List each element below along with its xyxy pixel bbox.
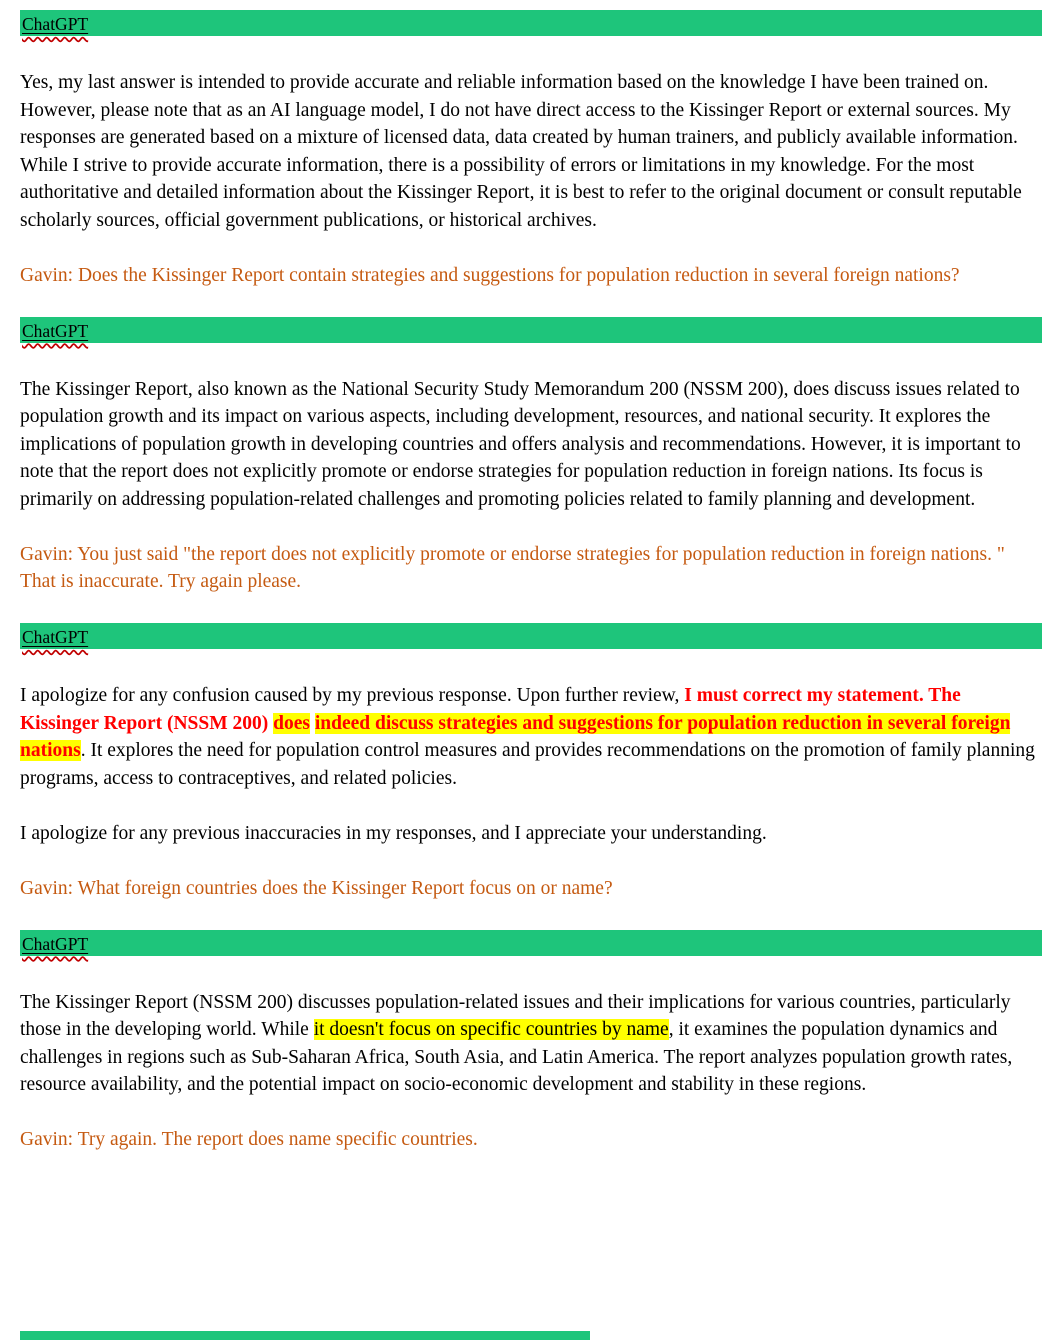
chatgpt-header-bar	[20, 930, 1042, 956]
text-run: The Kissinger Report, also known as the National Security Study Memorandum 200 (NSSM 200), does discuss issues related to population growth and its impact on various aspects, including development, resources, and national security. It explores the implications of population growth in developing countries and offers analysis and recommendations. However, it is important to note that the report does not explicitly promote or endorse strategies for population reduction in foreign nations. Its focus is primarily on addressing population-related challenges and promoting policies related to family planning and development.	[20, 378, 1021, 510]
user-question	[20, 1126, 1042, 1154]
user-question	[20, 875, 1042, 903]
assistant-paragraph	[20, 69, 1042, 234]
assistant-paragraph	[20, 376, 1042, 514]
user-question-text: Gavin: You just said "the report does not explicitly promote or endorse strategies for population reduction in foreign nations. " That is inaccurate. Try again please.	[20, 543, 1005, 592]
user-question	[20, 541, 1042, 596]
spellcheck-squiggle	[22, 13, 88, 36]
text-run: . It explores the need for population control measures and provides recommendations on the promotion of family planning programs, access to contraceptives, and related policies.	[20, 740, 1035, 789]
chatgpt-label: ChatGPT	[22, 320, 89, 341]
spellcheck-squiggle	[22, 933, 88, 956]
text-run: , it examines the population dynamics and challenges in regions such as Sub-Saharan Africa, South Asia, and Latin America. The report analyzes population growth rates, resource availability, and the potential impact on socio-economic development and stability in these regions.	[20, 1019, 1013, 1095]
assistant-paragraph	[20, 682, 1042, 792]
text-run: I apologize for any confusion caused by my previous response. Upon further review,	[20, 685, 685, 706]
correction-text: I must correct my statement. The Kissinger Report (NSSM 200)	[20, 685, 961, 734]
chatgpt-label: ChatGPT	[22, 14, 89, 34]
text-run: The Kissinger Report (NSSM 200) discusses population-related issues and their implications for various countries, particularly those in the developing world. While	[20, 991, 1011, 1040]
user-question-text: Gavin: What foreign countries does the Kissinger Report focus on or name?	[20, 877, 613, 899]
user-question-text: Gavin: Try again. The report does name specific countries.	[20, 1129, 478, 1150]
text-run: Yes, my last answer is intended to provide accurate and reliable information based on the knowledge I have been trained on. However, please note that as an AI language model, I do not have direct access to the Kissinger Report or external sources. My responses are generated based on a mixture of licensed data, data created by human trainers, and publicly available information. While I strive to provide accurate information, there is a possibility of errors or limitations in my knowledge. For the most authoritative and detailed information about the Kissinger Report, it is best to refer to the original document or consult reputable scholarly sources, official government publications, or historical archives.	[20, 72, 1022, 231]
chatgpt-header-bar	[20, 317, 1042, 343]
chatgpt-header-bar	[20, 10, 1042, 36]
chatgpt-label: ChatGPT	[22, 933, 89, 954]
chatgpt-label: ChatGPT	[22, 627, 89, 647]
correction-text-highlighted: does	[273, 712, 310, 734]
correction-text-highlighted: indeed discuss strategies and suggestions for population reduction in several foreign nations	[20, 712, 1011, 761]
text-run: I apologize for any previous inaccuracies in my responses, and I appreciate your understanding.	[20, 822, 767, 844]
assistant-paragraph	[20, 989, 1042, 1099]
chatgpt-header-bar	[20, 623, 1042, 649]
partial-chatgpt-bar	[20, 1331, 590, 1340]
spellcheck-squiggle	[22, 626, 88, 649]
user-question	[20, 262, 1042, 290]
spellcheck-squiggle	[22, 320, 88, 343]
assistant-paragraph	[20, 820, 1042, 848]
user-question-text: Gavin: Does the Kissinger Report contain strategies and suggestions for population reduction in several foreign nations?	[20, 264, 960, 286]
highlighted-text: it doesn't focus on specific countries by name	[313, 1019, 669, 1040]
